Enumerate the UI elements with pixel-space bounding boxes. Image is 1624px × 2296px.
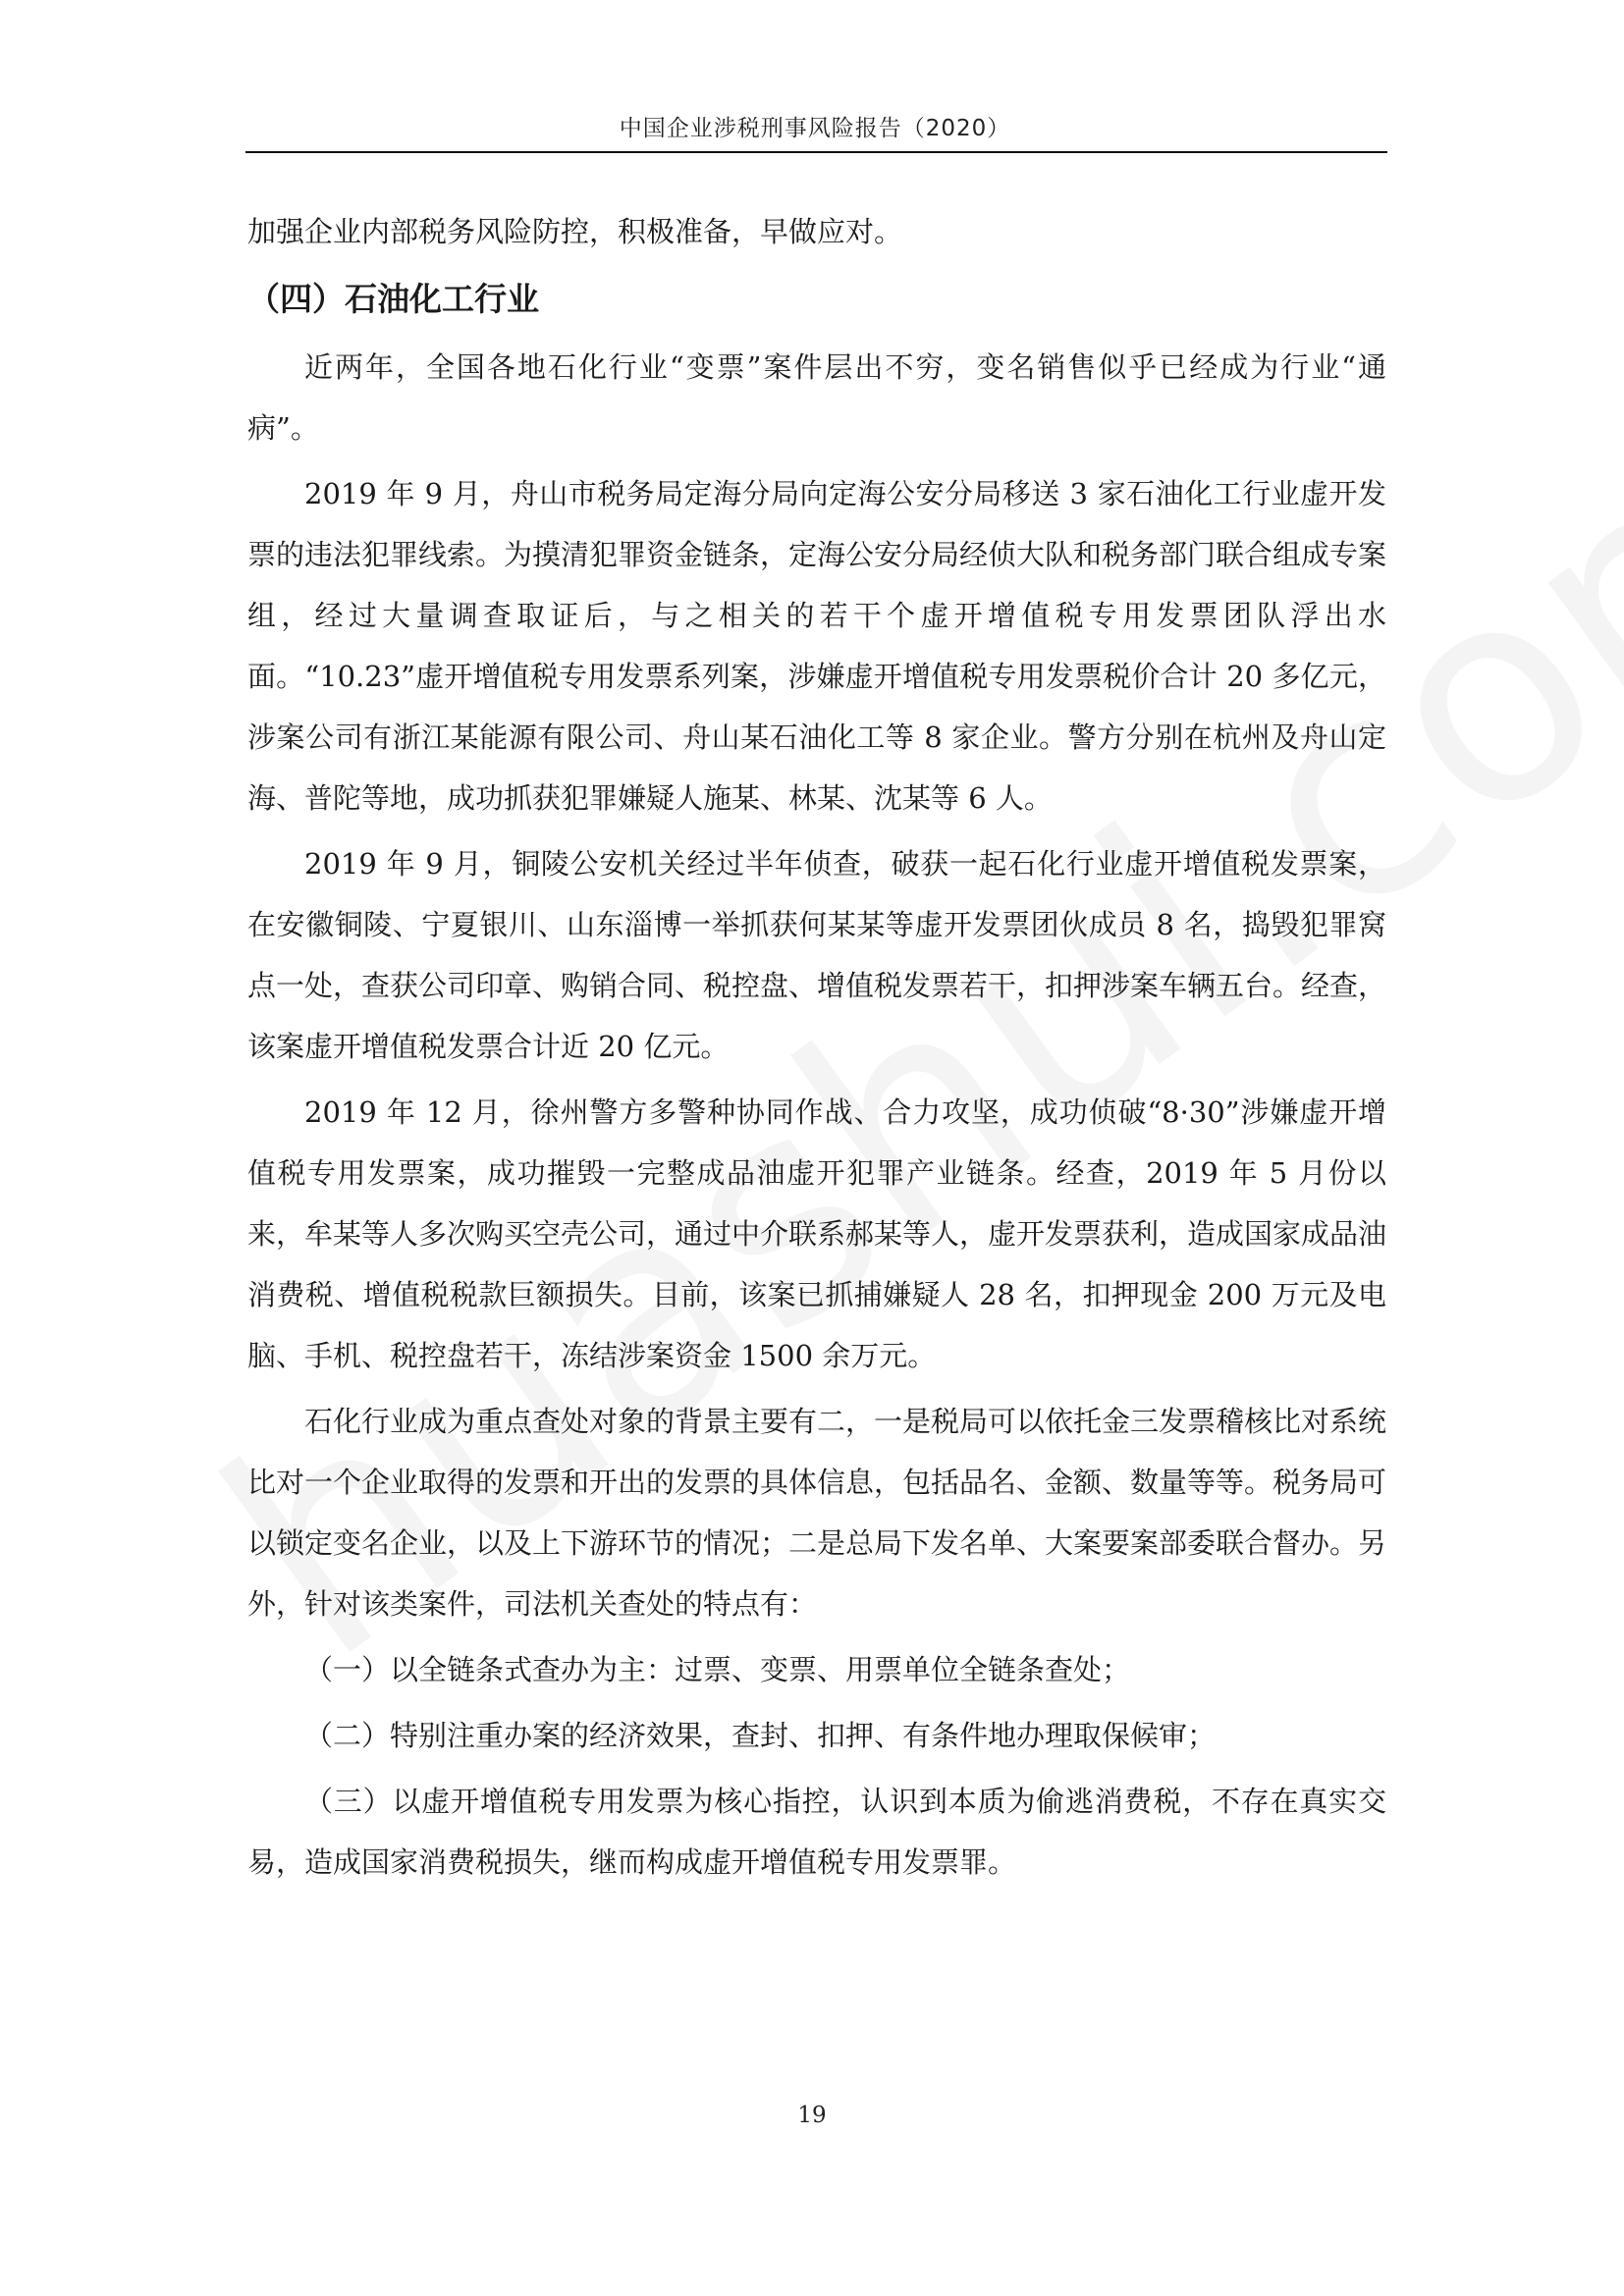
paragraph-continuation: 加强企业内部税务风险防控，积极准备，早做应对。 xyxy=(247,215,903,248)
page-body xyxy=(247,201,1386,1897)
section-heading: （四）石油化工行业 xyxy=(247,280,539,318)
page-number: 19 xyxy=(797,2103,827,2128)
list-item: （三）以虚开增值税专用发票为核心指控，认识到本质为偷逃消费税，不存在真实交易，造成国家消费税损失，继而构成虚开增值税专用发票罪。 xyxy=(247,1785,1386,1879)
running-header: 中国企业涉税刑事风险报告（2020） xyxy=(619,116,1011,141)
paragraph: 石化行业成为重点查处对象的背景主要有二，一是税局可以依托金三发票稽核比对系统比对一个企业取得的发票和开出的发票的具体信息，包括品名、金额、数量等等。税务局可以锁定变名企业，以及上下游环节的情况；二是总局下发名单、大案要案部委联合督办。另外，针对该类案件，司法机关查处的特点有： xyxy=(247,1405,1387,1621)
paragraph: 近两年，全国各地石化行业“变票”案件层出不穷，变名销售似乎已经成为行业“通病”。 xyxy=(247,350,1386,445)
paragraph: 2019 年 12 月，徐州警方多警种协同作战、合力攻坚，成功侦破“8·30”涉嫌虚开增值税专用发票案，成功摧毁一完整成品油虚开犯罪产业链条。经查，2019 年 5 月份以来，牟某等人多次购买空壳公司，通过中介联系郝某等人，虚开发票获利，造成国家成品油消费税、增值税税款巨额损失。目前，该案已抓捕嫌疑人 28 名，扣押现金 200 万元及电脑、手机、税控盘若干，冻结涉案资金 1500 余万元。 xyxy=(247,1095,1387,1372)
paragraph: 2019 年 9 月，铜陵公安机关经过半年侦查，破获一起石化行业虚开增值税发票案，在安徽铜陵、宁夏银川、山东淄博一举抓获何某某等虚开发票团伙成员 8 名，捣毁犯罪窝点一处，查获公司印章、购销合同、税控盘、增值税发票若干，扣押涉案车辆五台。经查，该案虚开增值税发票合计近 20 亿元。 xyxy=(247,847,1387,1063)
paragraph: 2019 年 9 月，舟山市税务局定海分局向定海公安分局移送 3 家石油化工行业虚开发票的违法犯罪线索。为摸清犯罪资金链条，定海公安分局经侦大队和税务部门联合组成专案组，经过大量调查取证后，与之相关的若干个虚开增值税专用发票团队浮出水面。“10.23”虚开增值税专用发票系列案，涉嫌虚开增值税专用发票税价合计 20 多亿元，涉案公司有浙江某能源有限公司、舟山某石油化工等 8 家企业。警方分别在杭州及舟山定海、普陀等地，成功抓获犯罪嫌疑人施某、林某、沈某等 6 人。 xyxy=(247,477,1387,815)
header-divider xyxy=(245,151,1387,153)
list-item: （二）特别注重办案的经济效果，查封、扣押、有条件地办理取保候审； xyxy=(304,1719,1217,1752)
list-item: （一）以全链条式查办为主：过票、变票、用票单位全链条查处； xyxy=(304,1653,1131,1686)
